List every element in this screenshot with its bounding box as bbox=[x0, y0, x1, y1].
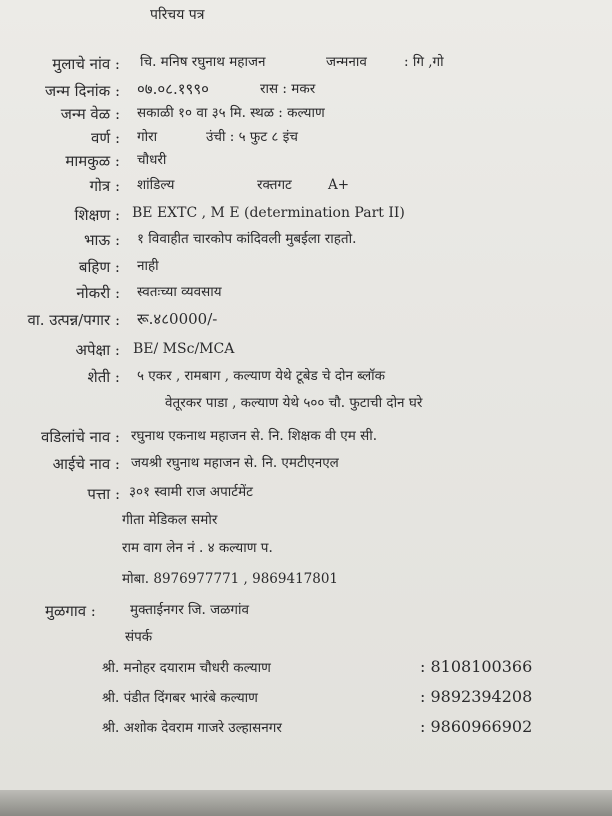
value-address-line2: गीता मेडिकल समोर bbox=[122, 512, 218, 528]
contact-phone-3: : 9860966902 bbox=[420, 717, 533, 736]
value-brother: १ विवाहीत चारकोप कांदिवली मुबईला राहतो. bbox=[137, 231, 357, 247]
value-farm-line1: ५ एकर , रामबाग , कल्याण येथे टूबेड चे दोन ब्लॉक bbox=[137, 368, 386, 384]
label-expectation: अपेक्षा : bbox=[75, 341, 120, 359]
contacts-heading: संपर्क bbox=[125, 629, 153, 645]
value-sister: नाही bbox=[137, 258, 159, 274]
value-farm-line2: वेतूरकर पाडा , कल्याण येथे ५०० चौ. फुटाची दोन घरे bbox=[165, 395, 423, 411]
value-occupation: स्वतःच्या व्यवसाय bbox=[137, 284, 222, 300]
value-zodiac: रास : मकर bbox=[260, 81, 316, 97]
value-annual-income: रू.४८0000/- bbox=[137, 310, 218, 328]
value-address-line3: राम वाग लेन नं . ४ कल्याण प. bbox=[122, 540, 273, 556]
label-birth-time: जन्म वेळ : bbox=[60, 105, 120, 123]
contact-name-2: श्री. पंडीत दिंगबर भारंबे कल्याण bbox=[102, 690, 258, 706]
label-blood-group: रक्तगट bbox=[257, 177, 292, 193]
page-edge-shadow bbox=[0, 790, 612, 816]
value-mobile: मोबा. 8976977771 , 9869417801 bbox=[122, 571, 339, 587]
label-birth-name: जन्मनाव bbox=[326, 54, 367, 70]
value-gotra: शांडिल्य bbox=[137, 177, 175, 193]
value-address-line1: ३०१ स्वामी राज अपार्टमेंट bbox=[129, 484, 253, 500]
value-groom-name: चि. मनिष रघुनाथ महाजन bbox=[140, 54, 266, 70]
label-mother-name: आईचे नाव : bbox=[52, 455, 120, 473]
value-father-name: रघुनाथ एकनाथ महाजन से. नि. शिक्षक वी एम सी. bbox=[131, 428, 378, 444]
label-birth-date: जन्म दिनांक : bbox=[44, 82, 120, 100]
label-gotra: गोत्र : bbox=[89, 177, 120, 195]
value-mother-name: जयश्री रघुनाथ महाजन से. नि. एमटीएनएल bbox=[131, 455, 339, 471]
label-maternal-family: मामकुळ : bbox=[65, 152, 120, 170]
value-birth-date: ०७.०८.१९९० bbox=[137, 80, 209, 98]
label-address: पत्ता : bbox=[87, 485, 120, 503]
value-birth-name: : गि ,गो bbox=[404, 54, 444, 70]
label-complexion: वर्ण : bbox=[90, 129, 120, 147]
value-blood-group: A+ bbox=[328, 177, 350, 193]
label-groom-name: मुलाचे नांव : bbox=[52, 55, 120, 73]
contact-phone-2: : 9892394208 bbox=[420, 687, 533, 706]
document-title: परिचय पत्र bbox=[150, 7, 205, 23]
label-education: शिक्षण : bbox=[74, 206, 120, 224]
contact-phone-1: : 8108100366 bbox=[420, 657, 533, 676]
value-maternal-family: चौधरी bbox=[137, 152, 167, 168]
value-height: उंची : ५ फुट ८ इंच bbox=[206, 129, 298, 145]
label-brother: भाऊ : bbox=[83, 231, 120, 249]
label-sister: बहिण : bbox=[78, 258, 120, 276]
contact-name-1: श्री. मनोहर दयाराम चौधरी कल्याण bbox=[102, 660, 271, 676]
contact-name-3: श्री. अशोक देवराम गाजरे उल्हासनगर bbox=[102, 720, 282, 736]
label-occupation: नोकरी : bbox=[76, 284, 120, 302]
label-annual-income: वा. उत्पन्न/पगार : bbox=[27, 311, 120, 329]
value-education: BE EXTC , M E (determination Part II) bbox=[132, 205, 405, 221]
value-birth-time: सकाळी १० वा ३५ मि. स्थळ : कल्याण bbox=[137, 105, 325, 121]
value-complexion: गोरा bbox=[137, 129, 158, 145]
value-native-place: मुक्ताईनगर जि. जळगांव bbox=[130, 602, 250, 618]
label-native-place: मुळगाव : bbox=[45, 602, 96, 620]
label-father-name: वडिलांचे नाव : bbox=[41, 428, 120, 446]
label-farm: शेती : bbox=[87, 368, 120, 386]
value-expectation: BE/ MSc/MCA bbox=[133, 341, 235, 357]
